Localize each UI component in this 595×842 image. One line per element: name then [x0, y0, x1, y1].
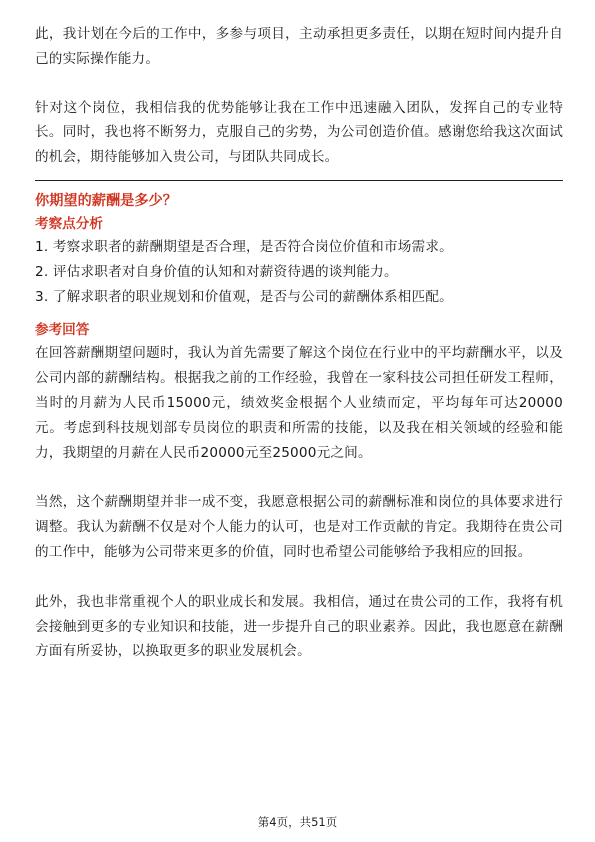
answer-paragraph-3: 此外，我也非常重视个人的职业成长和发展。我相信，通过在贵公司的工作，我将有机会接触到更多的专业知识和技能，进一步提升自己的职业素养。因此，我也愿意在薪酬方面有所妥协，以换取更多的职业发展机会。	[35, 593, 563, 660]
analysis-item-2: 2. 评估求职者对自身价值的认知和对薪资待遇的谈判能力。	[35, 263, 398, 280]
document-page	[35, 22, 563, 664]
answer-heading: 参考回答	[35, 322, 90, 339]
question-heading: 你期望的薪酬是多少？	[35, 192, 177, 209]
intro-paragraph-1: 此，我计划在今后的工作中，多参与项目，主动承担更多责任，以期在短时间内提升自己的实际操作能力。	[35, 26, 563, 67]
analysis-heading: 考察点分析	[35, 215, 103, 232]
paragraph-gap	[35, 465, 563, 490]
analysis-item-3: 3. 了解求职者的职业规划和价值观，是否与公司的薪酬体系相匹配。	[35, 288, 453, 305]
intro-paragraph-2: 针对这个岗位，我相信我的优势能够让我在工作中迅速融入团队，发挥自己的专业特长。同时，我也将不断努力，克服自己的劣势，为公司创造价值。感谢您给我这次面试的机会，期待能够加入贵公司，与团队共同成长。	[35, 99, 563, 166]
paragraph-gap	[35, 72, 563, 96]
answer-paragraph-1: 在回答薪酬期望问题时，我认为首先需要了解这个岗位在行业中的平均薪酬水平，以及公司内部的薪酬结构。根据我之前的工作经验，我曾在一家科技公司担任研发工程师，当时的月薪为人民币15000元，绩效奖金根据个人业绩而定，平均每年可达20000元。考虑到科技规划部专员岗位的职责和所需的技能，以及我在相关领域的经验和能力，我期望的月薪在人民币20000元至25000元之间。	[35, 345, 563, 461]
paragraph-gap	[35, 565, 563, 590]
section-divider	[35, 180, 563, 181]
page-number: 第4页，共51页	[257, 815, 338, 829]
answer-paragraph-2: 当然，这个薪酬期望并非一成不变，我愿意根据公司的薪酬标准和岗位的具体要求进行调整。我认为薪酬不仅是对个人能力的认可，也是对工作贡献的肯定。我期待在贵公司的工作中，能够为公司带来更多的价值，同时也希望公司能够给予我相应的回报。	[35, 494, 563, 560]
analysis-item-1: 1. 考察求职者的薪酬期望是否合理，是否符合岗位价值和市场需求。	[35, 238, 453, 255]
